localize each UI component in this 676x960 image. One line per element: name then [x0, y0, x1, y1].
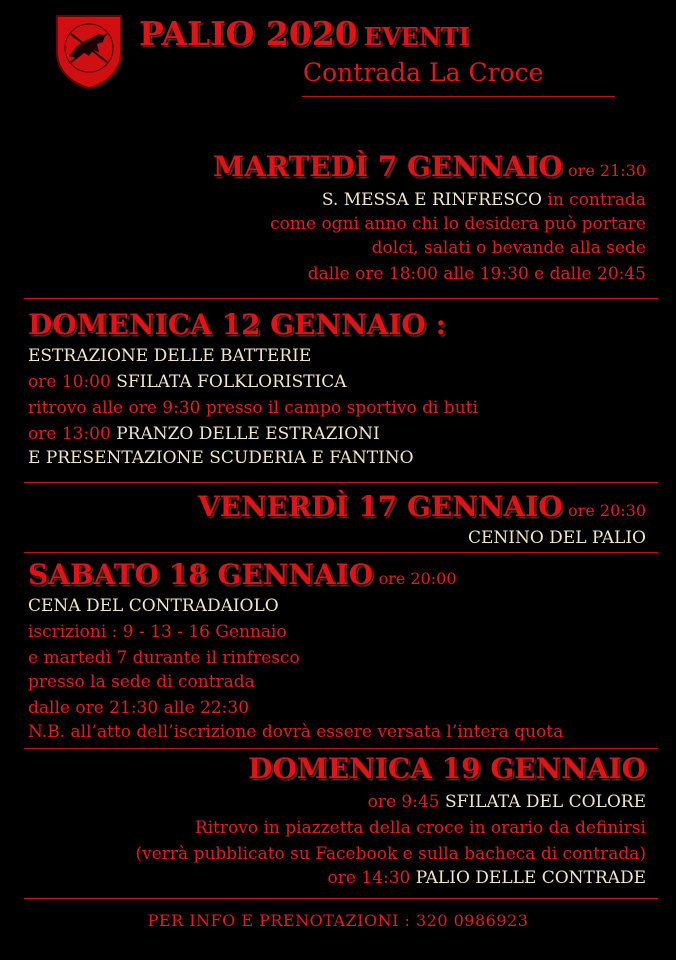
- event-line: come ogni anno chi lo desidera può portare: [270, 214, 646, 234]
- divider: [24, 298, 658, 299]
- event-line: CENA DEL CONTRADAIOLO: [28, 596, 279, 616]
- event-day: DOMENICA 12 GENNAIO :: [28, 308, 446, 341]
- contact-footer: PER INFO E PRENOTAZIONI : 320 0986923: [147, 911, 529, 930]
- event-time: ore 20:30: [568, 501, 646, 520]
- event-line: presso la sede di contrada: [28, 672, 255, 692]
- divider: [24, 482, 658, 483]
- event-line: dalle ore 18:00 alle 19:30 e dalle 20:45: [307, 264, 646, 284]
- event-line: Ritrovo in piazzetta della croce in orario da definirsi: [194, 818, 646, 838]
- event-day: SABATO 18 GENNAIO: [28, 558, 374, 591]
- event-line: ESTRAZIONE DELLE BATTERIE: [28, 346, 312, 366]
- page-title: [139, 14, 470, 53]
- subtitle-underline: [302, 96, 615, 97]
- title-suffix: EVENTI: [363, 22, 470, 51]
- event-line: dalle ore 21:30 alle 22:30: [28, 698, 250, 718]
- event-heading: [28, 308, 446, 342]
- event-line: N.B. all’atto dell’iscrizione dovrà essere versata l’intera quota: [28, 722, 564, 742]
- event-day: VENERDÌ 17 GENNAIO: [197, 490, 563, 523]
- event-heading: [198, 490, 646, 524]
- event-line: ore 10:00 SFILATA FOLKLORISTICA: [28, 372, 347, 392]
- event-heading: [28, 558, 457, 592]
- event-line: CENINO DEL PALIO: [467, 528, 646, 548]
- event-line: iscrizioni : 9 - 13 - 16 Gennaio: [28, 622, 287, 642]
- divider: [24, 552, 658, 553]
- title-main: PALIO 2020: [139, 14, 358, 53]
- event-line: ritrovo alle ore 9:30 presso il campo sportivo di buti: [28, 398, 478, 418]
- divider: [24, 748, 658, 749]
- event-line: ore 13:00 PRANZO DELLE ESTRAZIONI: [28, 424, 380, 444]
- event-time: ore 20:00: [378, 569, 457, 588]
- page-subtitle: Contrada La Croce: [303, 58, 544, 87]
- event-heading: [248, 752, 646, 786]
- contrada-shield-logo: [53, 12, 125, 90]
- event-line: ore 9:45 SFILATA DEL COLORE: [367, 792, 646, 812]
- event-line: dolci, salati o bevande alla sede: [371, 238, 646, 258]
- event-line: e martedì 7 durante il rinfresco: [28, 648, 300, 668]
- event-line: E PRESENTAZIONE SCUDERIA E FANTINO: [28, 448, 414, 468]
- divider: [24, 898, 658, 899]
- event-line: ore 14:30 PALIO DELLE CONTRADE: [327, 868, 646, 888]
- event-heading: [213, 150, 646, 184]
- event-line: (verrà pubblicato su Facebook e sulla bacheca di contrada): [135, 844, 646, 864]
- event-day: DOMENICA 19 GENNAIO: [248, 752, 646, 785]
- event-line: S. MESSA E RINFRESCO in contrada: [321, 190, 646, 210]
- event-day: MARTEDÌ 7 GENNAIO: [212, 150, 563, 183]
- event-time: ore 21:30: [568, 161, 646, 180]
